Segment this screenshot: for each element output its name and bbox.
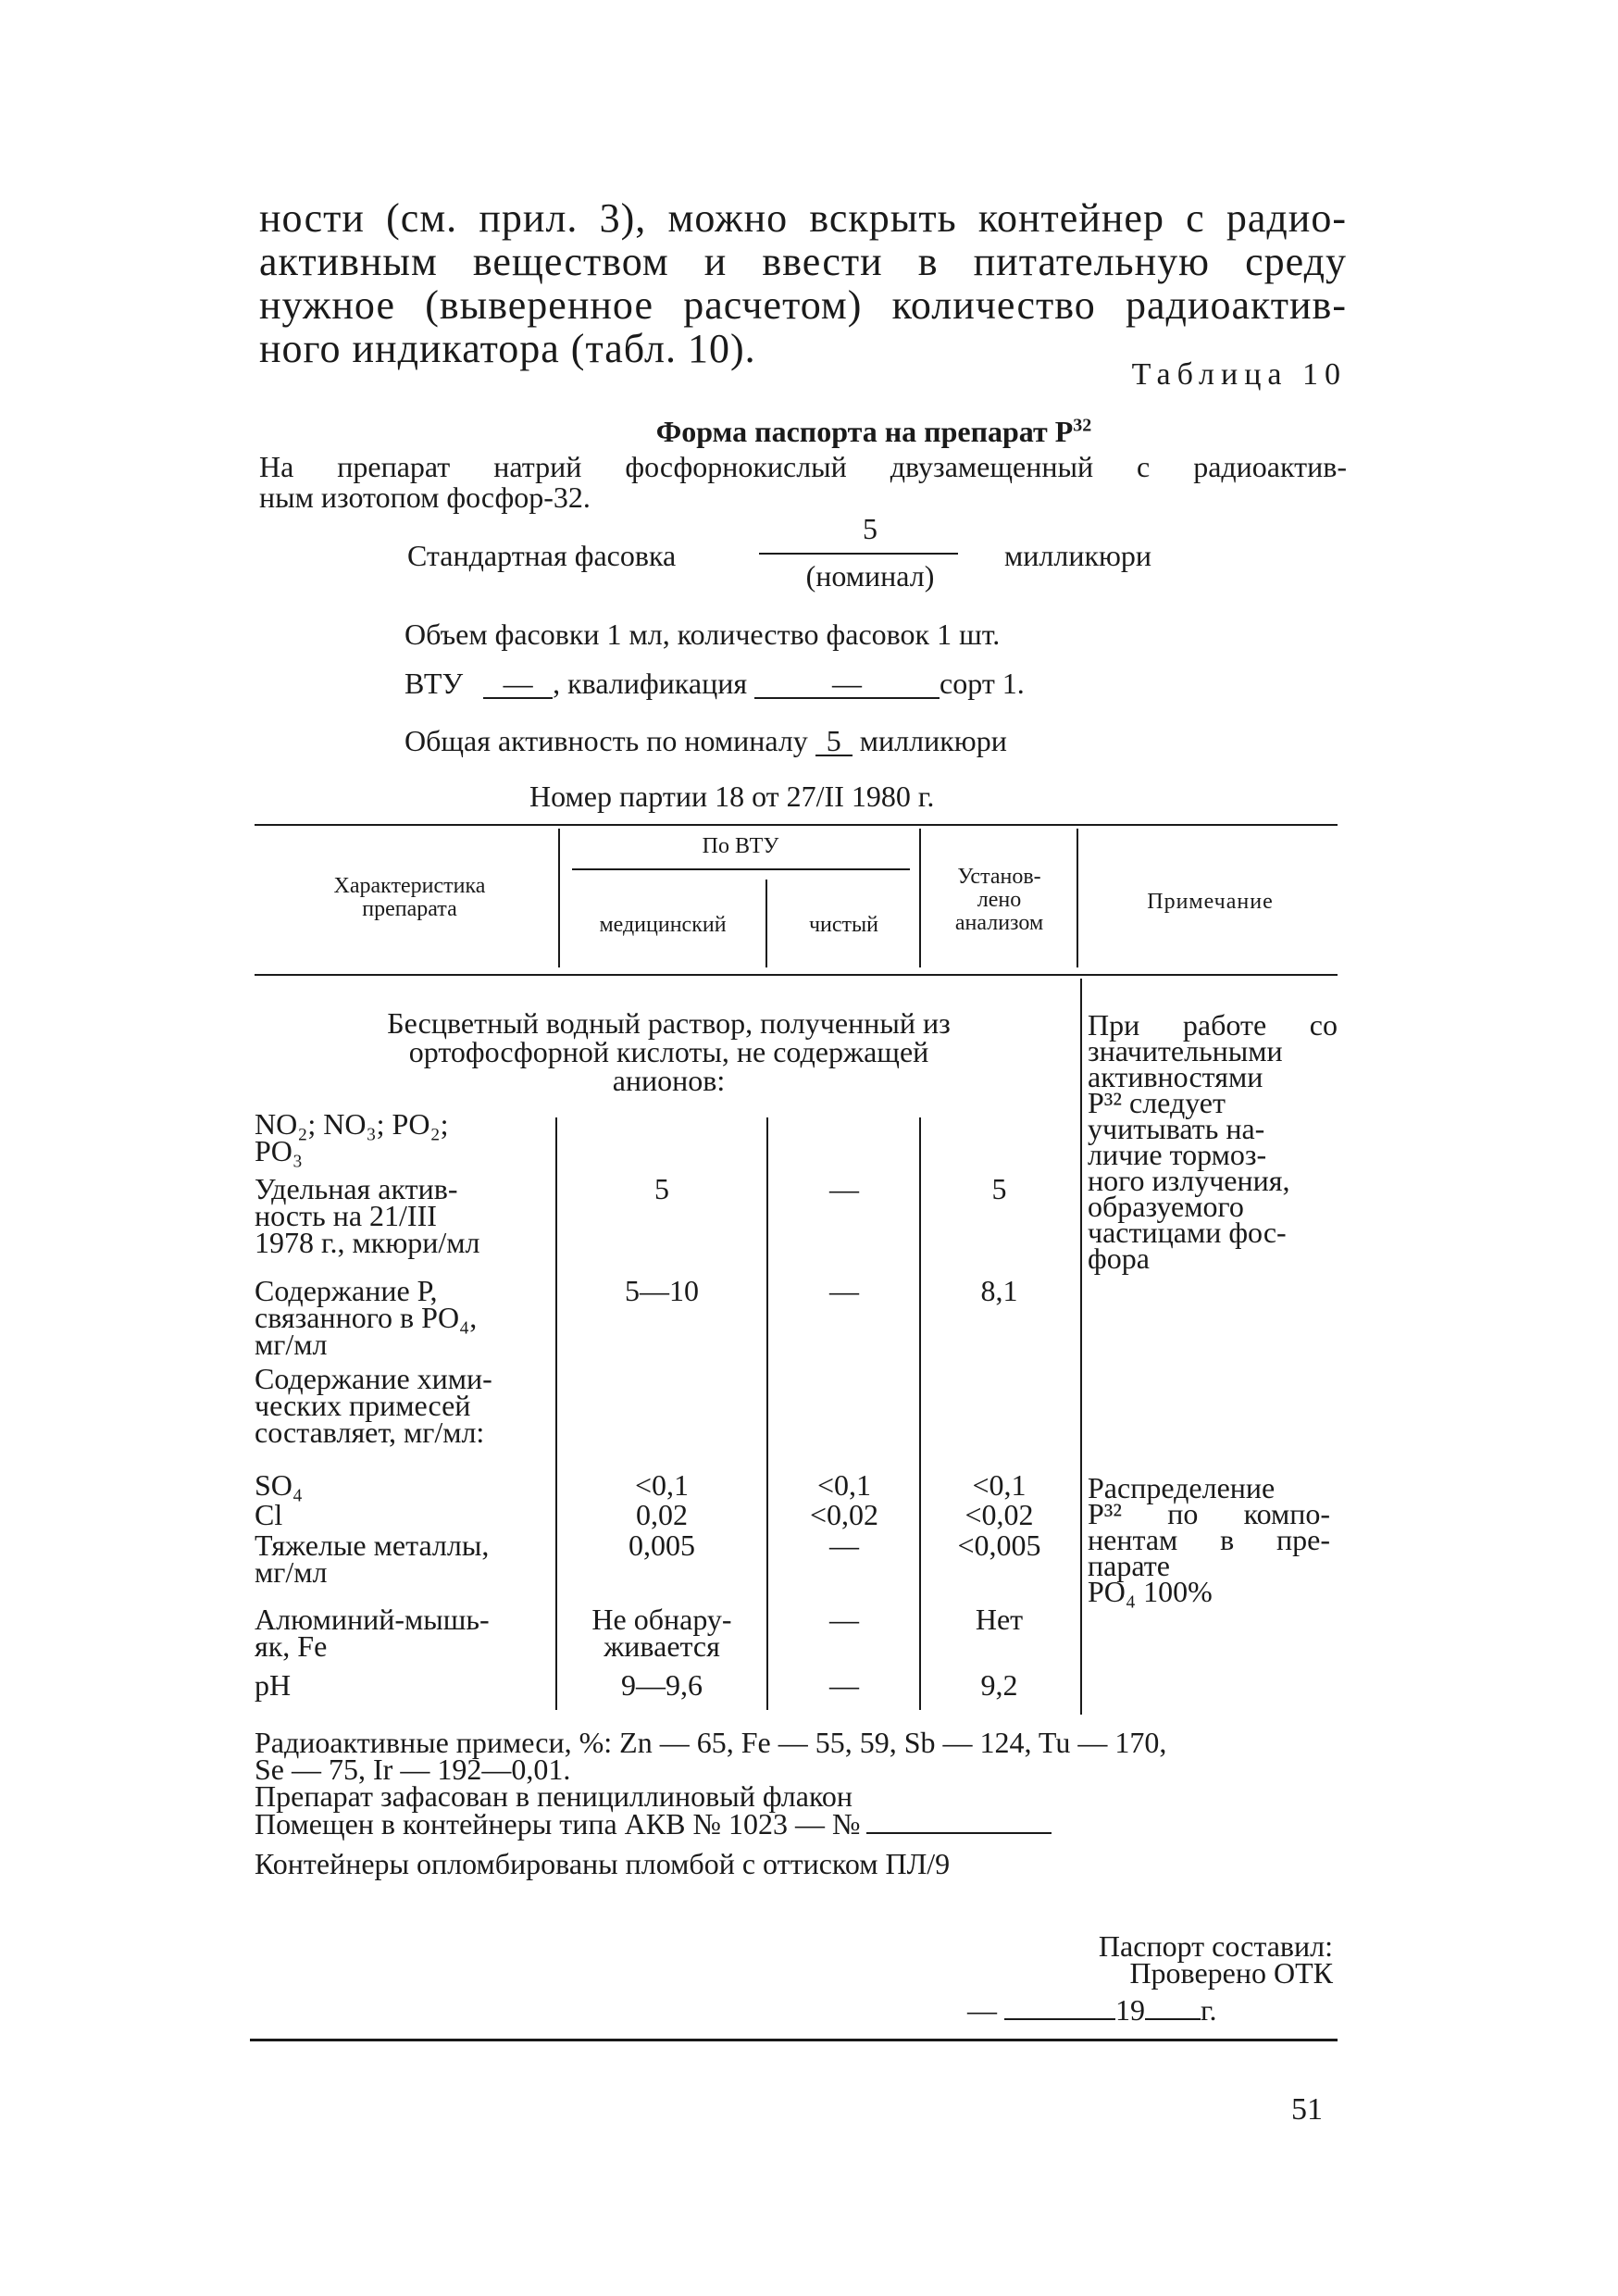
cell-established: 5 <box>991 1172 1007 1205</box>
intro-paragraph <box>259 196 1347 370</box>
table-top-rule <box>255 824 1338 826</box>
cell-pure: <0,02 <box>809 1498 879 1531</box>
standard-denominator: (номинал) <box>805 559 935 593</box>
table-col-divider <box>558 829 560 967</box>
qualification-label: , квалификация <box>553 667 748 700</box>
volume-line: Объем фасовки 1 мл, количество фасовок 1 шт. <box>404 618 1001 651</box>
cell-medical: 0,005 <box>629 1529 695 1562</box>
cell-established: Нет <box>975 1603 1024 1636</box>
table-col-divider <box>1077 829 1078 967</box>
cell-pure: <0,1 <box>816 1468 872 1502</box>
cell-pure: — <box>829 1529 859 1562</box>
vtu-value: — <box>483 669 553 699</box>
form-title: Форма паспорта на препарат $Р^{32}$ <box>655 415 1092 448</box>
row-label: Содержание хими- ческих примесей составляет, мг/мл: <box>255 1362 492 1449</box>
cell-pure: — <box>829 1603 859 1636</box>
cell-medical: <0,1 <box>634 1468 690 1502</box>
cell-medical: 9—9,6 <box>621 1668 703 1702</box>
cell-medical: Не обнару- живается <box>591 1603 732 1663</box>
intro-line: активным веществом и ввести в питательную среду <box>259 239 1347 284</box>
table-col-divider <box>919 829 921 967</box>
date-year: 19 <box>1115 1993 1145 2027</box>
row-label: SO₄ <box>255 1468 304 1502</box>
vtu-line <box>404 667 1025 701</box>
cell-established: 8,1 <box>980 1274 1018 1307</box>
header-by-vtu: По ВТУ <box>702 834 779 858</box>
footer-notes: Радиоактивные примеси, %: Zn — 65, Fe — 55, 59, Sb — 124, Tu — 170, Se — 75, Ir — 192—0,01. Препарат зафасован в пенициллиновый флакон Помещен в контейнеры типа АКВ № 1023 — № Контейнеры опломбированы пломбой с оттиском ПЛ/9 <box>255 1726 1167 1880</box>
form-title-sup: 32 <box>1073 415 1092 436</box>
standard-unit: милликюри <box>1004 539 1152 572</box>
table-col-divider <box>765 880 767 967</box>
header-remark: Примечание <box>1147 890 1274 914</box>
cell-medical: 5—10 <box>625 1274 699 1307</box>
body-col-divider <box>766 1117 768 1710</box>
batch-line: Номер партии 18 от 27/II 1980 г. <box>529 780 935 813</box>
activity-unit: милликюри <box>859 724 1007 757</box>
cell-established: <0,02 <box>965 1498 1034 1531</box>
vtu-header-rule <box>572 868 910 870</box>
header-characteristic: Характеристика препарата <box>333 874 486 921</box>
page-number: 51 <box>1291 2092 1323 2127</box>
standard-numerator: 5 <box>863 512 877 545</box>
body-col-divider <box>919 1117 921 1710</box>
grade: сорт 1. <box>940 667 1025 700</box>
cell-established: <0,005 <box>957 1529 1041 1562</box>
bottom-rule <box>250 2039 1338 2041</box>
checked-by: Проверено ОТК <box>1129 1956 1333 1990</box>
row-label: Удельная актив- ность на 21/III 1978 г., мкюри/мл <box>255 1172 480 1259</box>
date-blank <box>1004 2000 1115 2020</box>
row-label: Тяжелые металлы, мг/мл <box>255 1529 490 1589</box>
row-label: Алюминий-мышь- як, Fe <box>255 1603 490 1663</box>
qualification-value: — <box>754 669 940 699</box>
fraction-line <box>759 553 958 555</box>
date-dash: — <box>967 1993 997 2027</box>
header-established: Установ- лено анализом <box>954 865 1044 935</box>
signature-block <box>1027 1929 1333 1990</box>
remark-col-divider <box>1080 979 1082 1715</box>
intro-line: ности (см. прил. 3), можно вскрыть контейнер с радио- <box>259 195 1347 241</box>
date-suffix: г. <box>1201 1993 1217 2027</box>
table-caption: Таблица 10 <box>1131 357 1347 392</box>
cell-pure: — <box>829 1274 859 1307</box>
row-label-anions: NO₂; NO₃; PO₂; PO₃ <box>255 1107 449 1167</box>
body-col-divider <box>555 1117 557 1710</box>
row-label: Cl <box>255 1498 283 1531</box>
cell-medical: 5 <box>654 1172 669 1205</box>
cell-established: 9,2 <box>980 1668 1018 1702</box>
container-number-blank <box>866 1810 1052 1834</box>
form-description <box>259 452 1347 513</box>
cell-established: <0,1 <box>972 1468 1027 1502</box>
header-medical: медицинский <box>599 913 727 937</box>
row-label: pH <box>255 1668 292 1702</box>
preparation-description: Бесцветный водный раствор, полученный из ортофосфорной кислоты, не содержащей анионов: <box>387 1006 951 1097</box>
cell-pure: — <box>829 1172 859 1205</box>
year-blank <box>1145 2000 1201 2020</box>
activity-value: 5 <box>815 727 853 756</box>
compiled-by: Паспорт составил: <box>1098 1929 1333 1963</box>
intro-line: ного индикатора (табл. 10). <box>259 326 756 371</box>
cell-pure: — <box>829 1668 859 1702</box>
signature-date <box>967 1993 1217 2027</box>
table-header-rule <box>255 974 1338 976</box>
activity-line <box>404 724 1007 758</box>
form-desc-line: ным изотопом фосфор-32. <box>259 480 591 514</box>
remark-distribution: Распределение Р³² по компо- нентам в пре- парате PO₄ 100% <box>1088 1471 1330 1608</box>
vtu-label: ВТУ <box>404 667 464 700</box>
header-pure: чистый <box>808 913 879 937</box>
standard-label: Стандартная фасовка <box>407 539 677 572</box>
form-desc-line: На препарат натрий фосфорнокислый двузамещенный с радиоактив- <box>259 450 1347 483</box>
intro-line: нужное (выверенное расчетом) количество радиоактив- <box>259 282 1347 328</box>
row-label: Содержание Р, связанного в PO₄, мг/мл <box>255 1274 478 1361</box>
activity-label: Общая активность по номиналу <box>404 724 808 757</box>
remark-radiation: При работе со значительными активностями Р³² следует учитывать на- личие тормоз- ного излучения, образуемого частицами фос- фора <box>1088 1008 1338 1275</box>
cell-medical: 0,02 <box>636 1498 688 1531</box>
